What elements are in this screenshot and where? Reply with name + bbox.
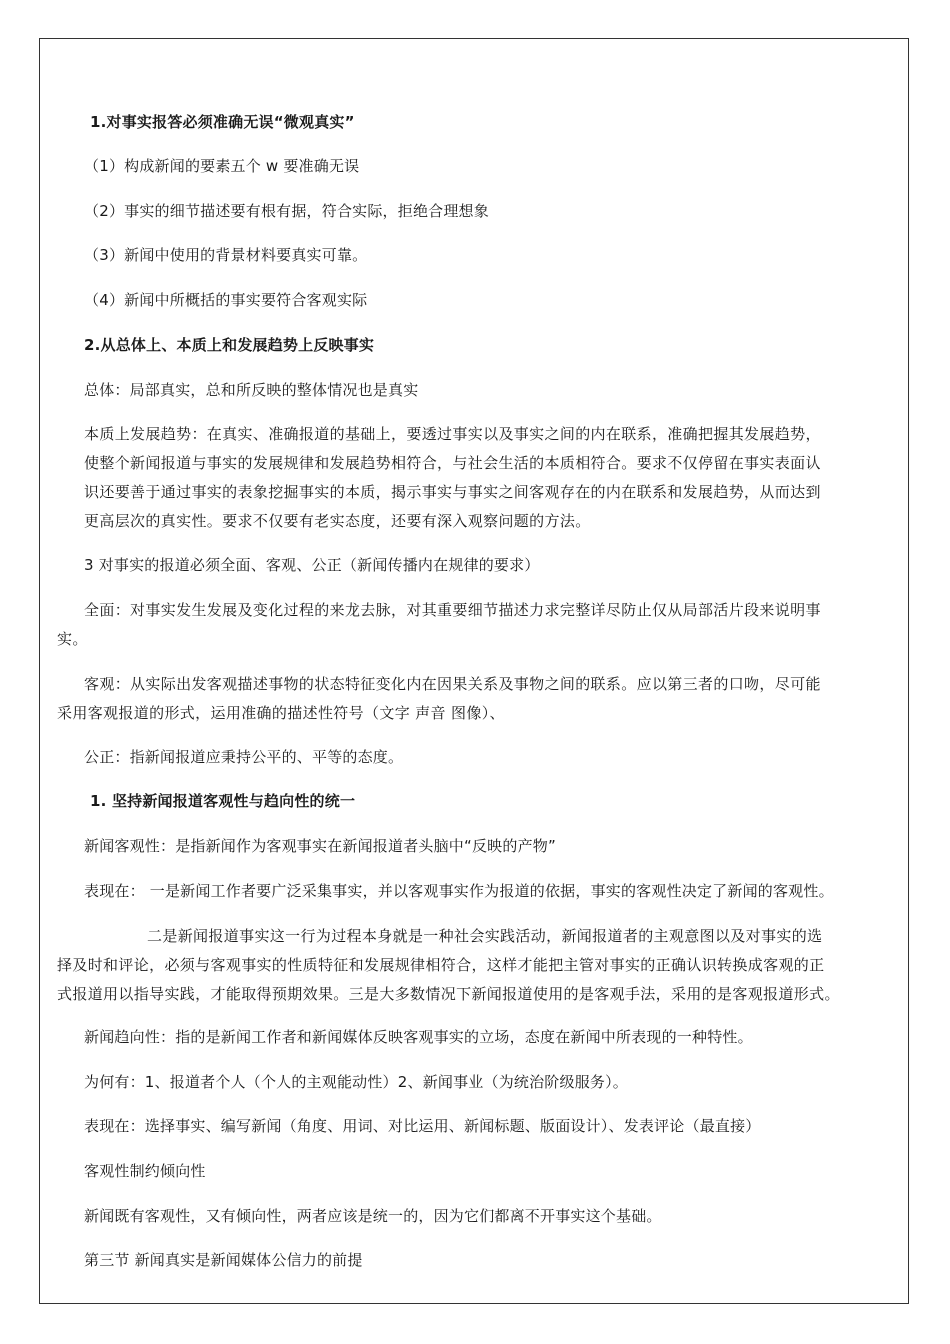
paragraph-unity: 新闻既有客观性，又有倾向性，两者应该是统一的，因为它们都离不开事实这个基础。 xyxy=(84,1207,662,1225)
paragraph-why: 为何有：1、报道者个人（个人的主观能动性）2、新闻事业（为统治阶级服务）。 xyxy=(84,1073,628,1091)
paragraph-line: 式报道用以指导实践，才能取得预期效果。三是大多数情况下新闻报道使用的是客观手法，采用的是客观报道形式。 xyxy=(57,985,840,1003)
paragraph-line: 二是新闻报道事实这一行为过程本身就是一种社会实践活动，新闻报道者的主观意图以及对事实的选 xyxy=(147,927,823,945)
paragraph-line: 使整个新闻报道与事实的发展规律和发展趋势相符合，与社会生活的本质相符合。要求不仅停留在事实表面认 xyxy=(84,454,821,472)
paragraph-manifest-1: 表现在： 一是新闻工作者要广泛采集事实，并以客观事实作为报道的依据，事实的客观性决定了新闻的客观性。 xyxy=(84,882,834,900)
list-item-1: （1）构成新闻的要素五个 w 要准确无误 xyxy=(84,157,360,175)
paragraph-line: 实。 xyxy=(57,630,88,648)
heading-objectivity-tendency: 1. 坚持新闻报道客观性与趋向性的统一 xyxy=(90,792,356,810)
paragraph-line: 识还要善于通过事实的表象挖掘事实的本质，揭示事实与事实之间客观存在的内在联系和发展趋势，从而达到 xyxy=(84,483,821,501)
list-item-3: （3）新闻中使用的背景材料要真实可靠。 xyxy=(84,246,368,264)
paragraph-line: 采用客观报道的形式，运用准确的描述性符号（文字 声音 图像）、 xyxy=(57,704,505,722)
heading-comprehensive: 3 对事实的报道必须全面、客观、公正（新闻传播内在规律的要求） xyxy=(84,556,540,574)
paragraph-line: 全面：对事实发生发展及变化过程的来龙去脉，对其重要细节描述力求完整详尽防止仅从局部活片段来说明事 xyxy=(84,601,821,619)
paragraph-objective xyxy=(57,670,821,728)
paragraph-line: 择及时和评论，必须与客观事实的性质特征和发展规律相符合，这样才能把主管对事实的正确认识转换成客观的正 xyxy=(57,956,825,974)
paragraph-manifest-tendency: 表现在：选择事实、编写新闻（角度、用词、对比运用、新闻标题、版面设计）、发表评论（最直接） xyxy=(84,1117,761,1135)
heading-micro-truth: 1.对事实报答必须准确无误“微观真实” xyxy=(90,113,355,131)
paragraph-essence-trend xyxy=(84,420,821,536)
paragraph-overall: 总体：局部真实，总和所反映的整体情况也是真实 xyxy=(84,381,419,399)
paragraph-constraint: 客观性制约倾向性 xyxy=(84,1162,206,1180)
paragraph-fair: 公正：指新闻报道应秉持公平的、平等的态度。 xyxy=(84,748,404,766)
paragraph-line: 更高层次的真实性。要求不仅要有老实态度，还要有深入观察问题的方法。 xyxy=(84,512,591,530)
paragraph-comprehensive xyxy=(57,596,821,654)
heading-overall-essence: 2.从总体上、本质上和发展趋势上反映事实 xyxy=(84,336,375,354)
paragraph-objectivity: 新闻客观性：是指新闻作为客观事实在新闻报道者头脑中“反映的产物” xyxy=(84,837,556,855)
paragraph-tendency: 新闻趋向性：指的是新闻工作者和新闻媒体反映客观事实的立场，态度在新闻中所表现的一种特性。 xyxy=(84,1028,753,1046)
list-item-2: （2）事实的细节描述要有根有据，符合实际，拒绝合理想象 xyxy=(84,202,489,220)
paragraph-manifest-2 xyxy=(57,922,840,1009)
section-heading: 第三节 新闻真实是新闻媒体公信力的前提 xyxy=(84,1251,363,1269)
paragraph-line: 本质上发展趋势：在真实、准确报道的基础上，要透过事实以及事实之间的内在联系，准确把握其发展趋势， xyxy=(84,425,821,443)
list-item-4: （4）新闻中所概括的事实要符合客观实际 xyxy=(84,291,368,309)
paragraph-line: 客观：从实际出发客观描述事物的状态特征变化内在因果关系及事物之间的联系。应以第三者的口吻，尽可能 xyxy=(84,675,821,693)
